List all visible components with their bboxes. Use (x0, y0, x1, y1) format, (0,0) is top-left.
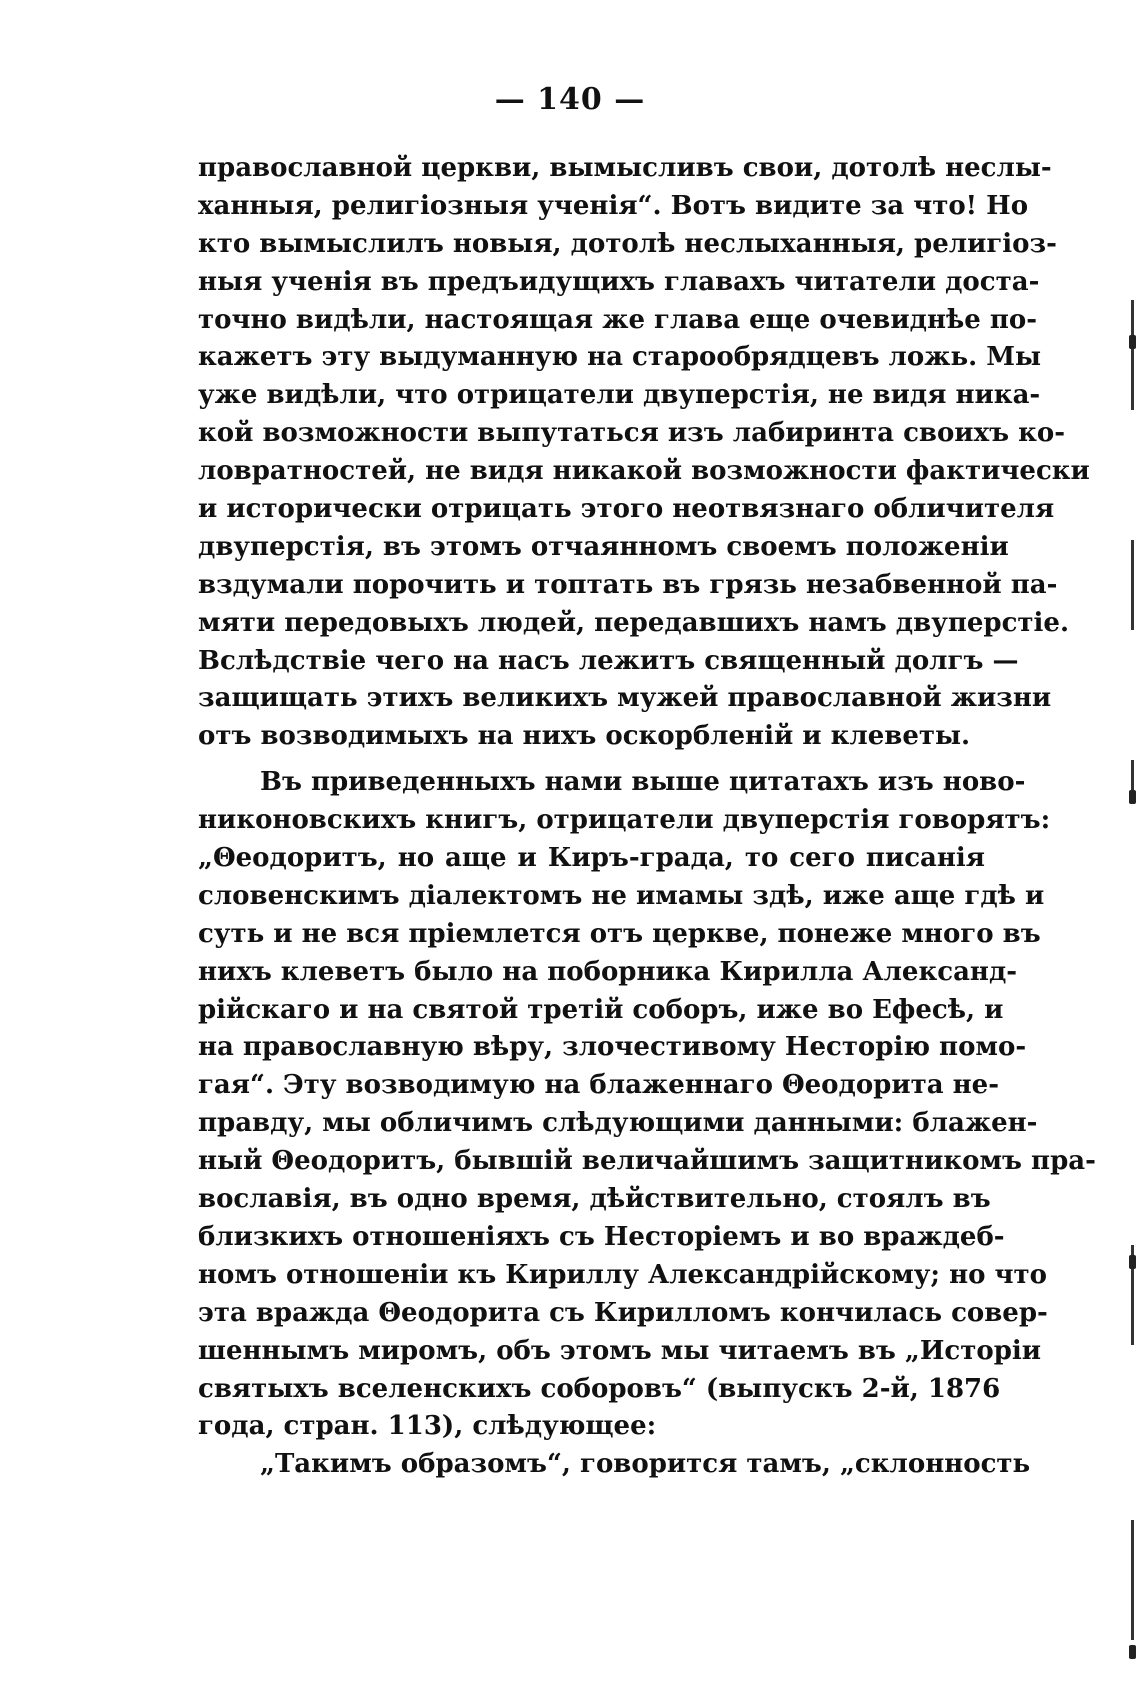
body-text (198, 150, 1096, 1484)
text-line: Вслѣдствіе чего на насъ лежитъ священный долгъ — (198, 645, 1019, 676)
page-edge-rule (1131, 540, 1134, 630)
text-line: вздумали порочить и топтать въ грязь незабвенной па- (198, 569, 1058, 600)
text-line: шеннымъ миромъ, объ этомъ мы читаемъ въ „Исторіи (198, 1335, 1042, 1366)
text-line: никоновскихъ книгъ, отрицатели двуперстія говорятъ: (198, 805, 1051, 836)
text-line: отъ возводимыхъ на нихъ оскорбленій и клеветы. (198, 721, 971, 752)
text-line: близкихъ отношеніяхъ съ Несторіемъ и во враждеб- (198, 1221, 1005, 1252)
text-line: кой возможности выпутаться изъ лабиринта своихъ ко- (198, 418, 1066, 449)
text-line: кто вымыслилъ новыя, дотолѣ неслыханныя, религіоз- (198, 228, 1057, 259)
text-line: двуперстія, въ этомъ отчаянномъ своемъ положеніи (198, 531, 1009, 562)
text-line: ныя ученія въ предъидущихъ главахъ читатели доста- (198, 266, 1040, 297)
text-line: защищать этихъ великихъ мужей православной жизни (198, 683, 1052, 714)
text-line: эта вражда Θеодорита съ Кирилломъ кончилась совер- (198, 1297, 1048, 1328)
page-edge-mark (1129, 335, 1136, 349)
text-line: „Θеодоритъ, но аще и Киръ-града, то сего писанія (198, 843, 985, 874)
paragraph-3 (198, 1446, 1031, 1484)
text-line: номъ отношеніи къ Кириллу Александрійскому; но что (198, 1259, 1047, 1290)
paragraph-1 (198, 150, 1090, 756)
text-line: правду, мы обличимъ слѣдующими данными: блажен- (198, 1108, 1038, 1139)
text-line: ный Θеодоритъ, бывшій величайшимъ защитникомъ пра- (198, 1146, 1096, 1177)
text-line: Въ приведенныхъ нами выше цитатахъ изъ ново- (260, 767, 1026, 798)
text-line: суть и не вся пріемлется отъ церкве, понеже много въ (198, 918, 1041, 949)
text-line: года, стран. 113), слѣдующее: (198, 1411, 657, 1442)
text-line: точно видѣли, настоящая же глава еще очевиднѣе по- (198, 304, 1038, 335)
text-line: „Такимъ образомъ“, говорится тамъ, „склонность (260, 1449, 1031, 1480)
page-edge-mark (1129, 790, 1136, 804)
paragraph-2 (198, 764, 1096, 1446)
page-edge-mark (1129, 1645, 1136, 1659)
text-line: ханныя, религіозныя ученія“. Вотъ видите за что! Но (198, 190, 1029, 221)
text-line: православной церкви, вымысливъ свои, дотолѣ неслы- (198, 153, 1052, 183)
text-line: мяти передовыхъ людей, передавшихъ намъ двуперстіе. (198, 607, 1069, 638)
page-edge-rule (1131, 300, 1134, 410)
text-line: рійскаго и на святой третій соборъ, иже во Ефесѣ, и (198, 994, 1004, 1025)
text-line: ловратностей, не видя никакой возможности фактически (198, 456, 1090, 487)
page-edge-rule (1131, 1520, 1134, 1640)
text-line: святыхъ вселенскихъ соборовъ“ (выпускъ 2-й, 1876 (198, 1373, 1001, 1404)
text-line: уже видѣли, что отрицатели двуперстія, не видя ника- (198, 380, 1041, 411)
text-line: и исторически отрицать этого неотвязнаго обличителя (198, 494, 1055, 525)
paragraph-gap (198, 756, 985, 764)
page-edge-mark (1129, 1255, 1136, 1269)
text-line: вославія, въ одно время, дѣйствительно, стоялъ въ (198, 1184, 991, 1215)
text-line: словенскимъ діалектомъ не имамы здѣ, иже аще гдѣ и (198, 880, 1045, 911)
text-line: нихъ клеветъ было на поборника Кирилла Александ- (198, 956, 1018, 987)
text-line: кажетъ эту выдуманную на старообрядцевъ ложь. Мы (198, 342, 1042, 373)
text-line: на православную вѣру, злочестивому Несторію помо- (198, 1032, 1027, 1063)
page-number: — 140 — (494, 82, 646, 117)
text-line: гая“. Эту возводимую на блаженнаго Θеодорита не- (198, 1070, 1000, 1101)
